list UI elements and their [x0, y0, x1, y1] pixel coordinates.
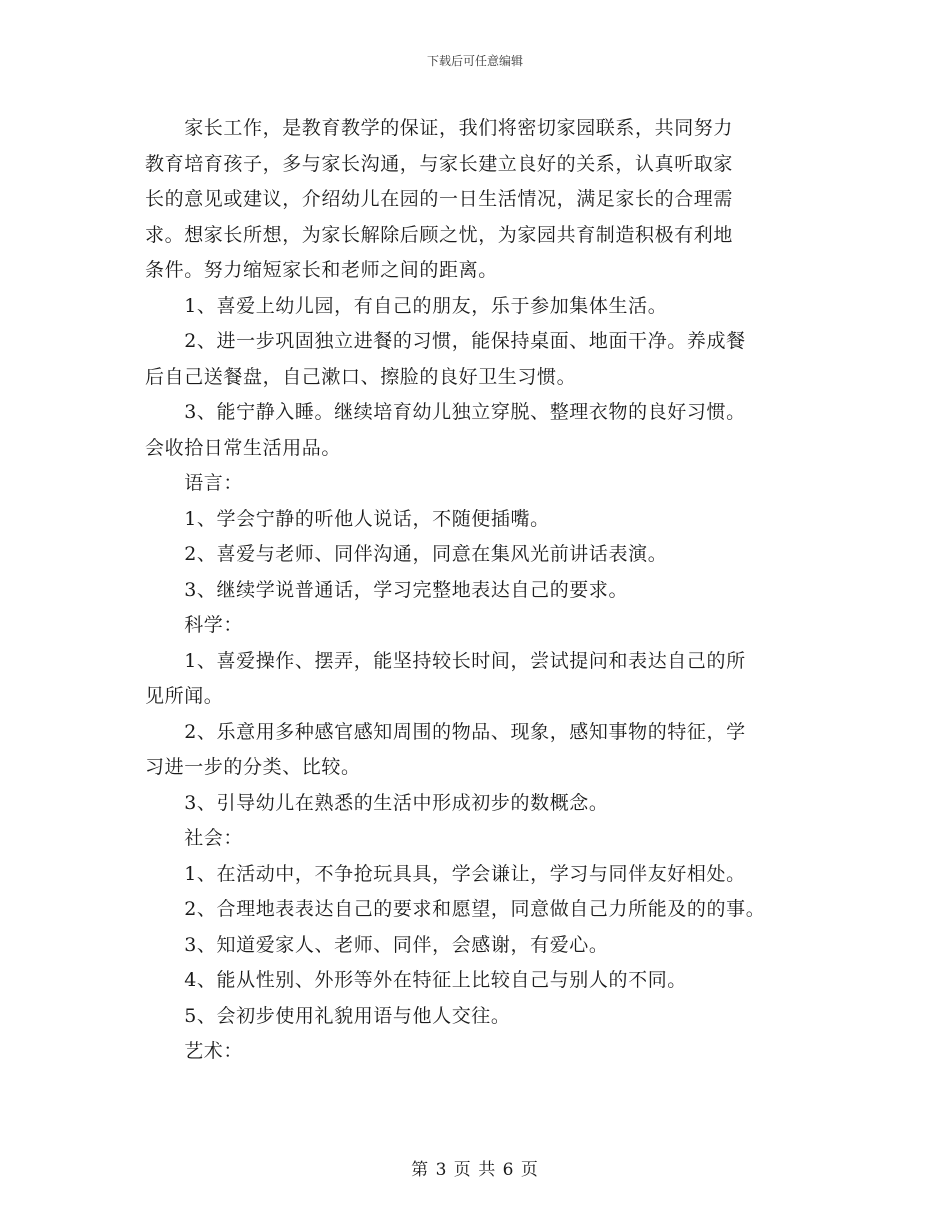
- paragraph-line: 1、喜爱上幼儿园，有自己的朋友，乐于参加集体生活。: [145, 294, 668, 317]
- paragraph-line: 2、进一步巩固独立进餐的习惯，能保持桌面、地面干净。养成餐: [145, 330, 746, 352]
- paragraph-line: 习进一步的分类、比较。: [145, 756, 361, 778]
- paragraph-line: 1、在活动中，不争抢玩具具，学会谦让，学习与同伴友好相处。: [145, 862, 746, 885]
- paragraph-line: 2、喜爱与老师、同伴沟通，同意在集风光前讲话表演。: [145, 543, 668, 565]
- section-heading: 科学：: [145, 614, 244, 636]
- paragraph-line: 4、能从性别、外形等外在特征上比较自己与别人的不同。: [145, 969, 687, 991]
- paragraph-line: 2、合理地表表达自己的要求和愿望，同意做自己力所能及的的事。: [145, 898, 766, 920]
- paragraph-line: 1、喜爱操作、摆弄，能坚持较长时间，尝试提问和表达自己的所: [145, 649, 746, 672]
- paragraph-line: 家长工作，是教育教学的保证，我们将密切家园联系，共同努力: [145, 117, 734, 139]
- paragraph-line: 后自己送餐盘，自己漱口、擦脸的良好卫生习惯。: [145, 365, 577, 388]
- paragraph-line: 长的意见或建议，介绍幼儿在园的一日生活情况，满足家长的合理需: [145, 188, 734, 210]
- paragraph-line: 1、学会宁静的听他人说话，不随便插嘴。: [145, 507, 550, 530]
- paragraph-line: 3、知道爱家人、老师、同伴，会感谢，有爱心。: [145, 933, 609, 956]
- paragraph-line: 3、继续学说普通话，学习完整地表达自己的要求。: [145, 578, 629, 601]
- paragraph-line: 5、会初步使用礼貌用语与他人交往。: [145, 1004, 511, 1027]
- section-heading: 社会：: [145, 827, 244, 849]
- section-heading: 语言：: [145, 472, 244, 494]
- paragraph-line: 条件。努力缩短家长和老师之间的距离。: [145, 259, 498, 281]
- paragraph-line: 2、乐意用多种感官感知周围的物品、现象，感知事物的特征，学: [145, 720, 746, 743]
- paragraph-line: 教育培育孩子，多与家长沟通，与家长建立良好的关系，认真听取家: [145, 152, 734, 175]
- paragraph-line: 3、引导幼儿在熟悉的生活中形成初步的数概念。: [145, 791, 609, 814]
- page-header: 下载后可任意编辑: [426, 54, 523, 68]
- paragraph-line: 见所闻。: [145, 685, 224, 707]
- paragraph-line: 3、能宁静入睡。继续培育幼儿独立穿脱、整理衣物的良好习惯。: [145, 401, 746, 423]
- page-footer: 第 3 页 共 6 页: [411, 1160, 539, 1180]
- document-body: [145, 111, 815, 1070]
- paragraph-line: 求。想家长所想，为家长解除后顾之忧，为家园共育制造积极有利地: [145, 223, 734, 246]
- section-heading: 艺术：: [145, 1040, 244, 1062]
- paragraph-line: 会收拾日常生活用品。: [145, 436, 342, 459]
